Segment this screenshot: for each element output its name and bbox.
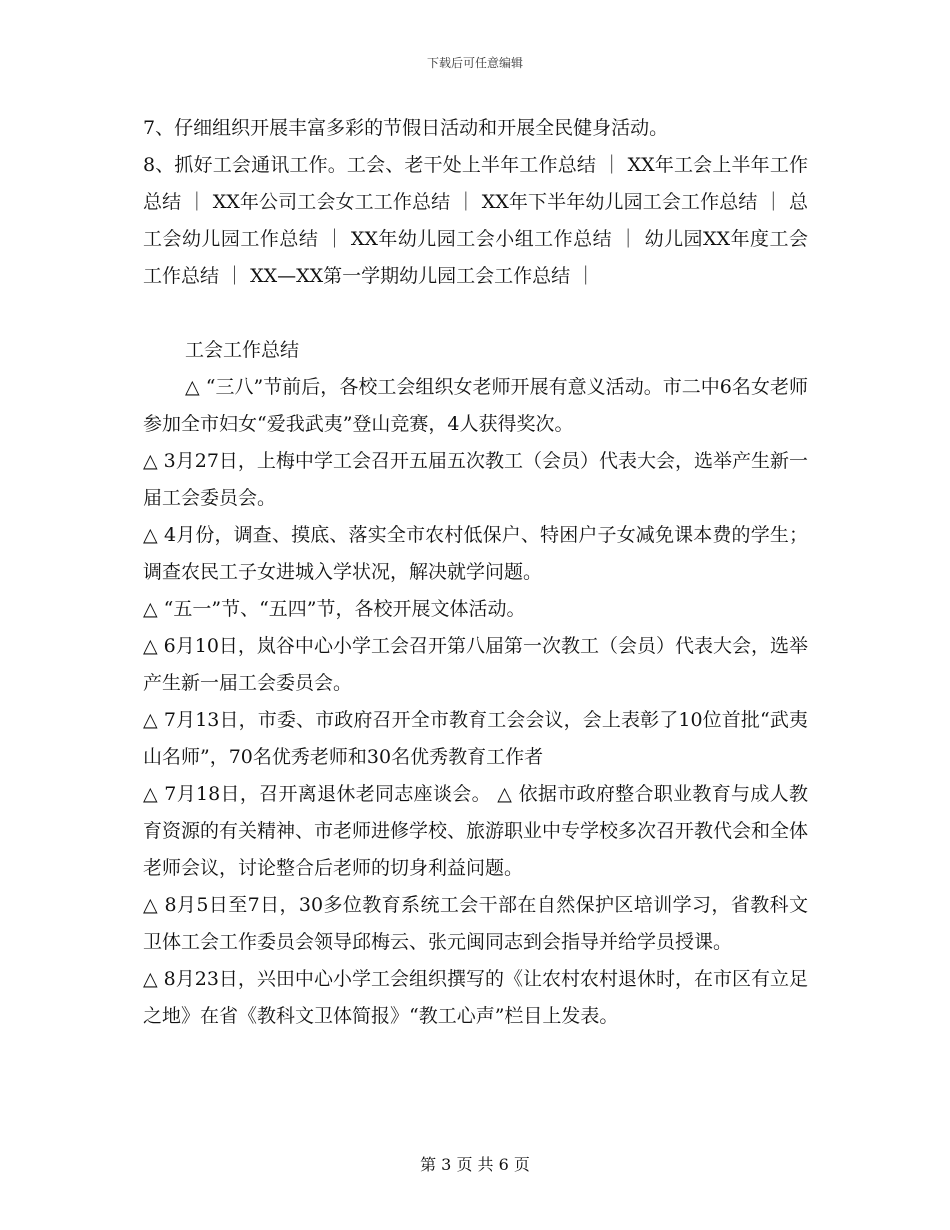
document-body <box>143 110 808 1035</box>
paragraph-entry: △ 7月13日，市委、市政府召开全市教育工会会议，会上表彰了10位首批“武夷山名师”，70名优秀老师和30名优秀教育工作者 <box>143 709 808 768</box>
page-header: 下载后可任意编辑 <box>426 56 523 70</box>
paragraph-item-7: 7、仔细组织开展丰富多彩的节假日活动和开展全民健身活动。 <box>143 117 669 139</box>
page-footer: 第 3 页 共 6 页 <box>420 1155 530 1174</box>
paragraph-item-8: 8、抓好工会通讯工作。工会、老干处上半年工作总结 ｜ XX年工会上半年工作总结 ｜ XX年公司工会女工工作总结 ｜ XX年下半年幼儿园工会工作总结 ｜ 总工会幼儿园工作总结 ｜ XX年幼儿园工会小组工作总结 ｜ 幼儿园XX年度工会工作总结 ｜ XX—XX第一学期幼儿园工会工作总结 ｜ <box>143 154 808 287</box>
paragraph-entry: △ 7月18日，召开离退休老同志座谈会。 △ 依据市政府整合职业教育与成人教育资源的有关精神、市老师进修学校、旅游职业中专学校多次召开教代会和全体老师会议，讨论整合后老师的切身利益问题。 <box>143 783 809 879</box>
paragraph-entry: △ “五一”节、“五四”节，各校开展文体活动。 <box>143 598 526 620</box>
paragraph-entry: △ 3月27日，上梅中学工会召开五届五次教工（会员）代表大会，选举产生新一届工会委员会。 <box>143 450 808 509</box>
paragraph-entry: △ 4月份，调查、摸底、落实全市农村低保户、特困户子女减免课本费的学生；调查农民工子女进城入学状况，解决就学问题。 <box>143 524 808 583</box>
section-title: 工会工作总结 <box>185 339 300 361</box>
paragraph-entry: △ “三八”节前后，各校工会组织女老师开展有意义活动。市二中6名女老师参加全市妇女“爱我武夷”登山竞赛，4人获得奖次。 <box>143 376 808 435</box>
paragraph-entry: △ 8月23日，兴田中心小学工会组织撰写的《让农村农村退休时，在市区有立足之地》在省《教科文卫体简报》“教工心声”栏目上发表。 <box>143 968 808 1027</box>
paragraph-entry: △ 6月10日，岚谷中心小学工会召开第八届第一次教工（会员）代表大会，选举产生新一届工会委员会。 <box>143 635 808 694</box>
paragraph-entry: △ 8月5日至7日，30多位教育系统工会干部在自然保护区培训学习，省教科文卫体工会工作委员会领导邱梅云、张元闽同志到会指导并给学员授课。 <box>143 894 808 953</box>
